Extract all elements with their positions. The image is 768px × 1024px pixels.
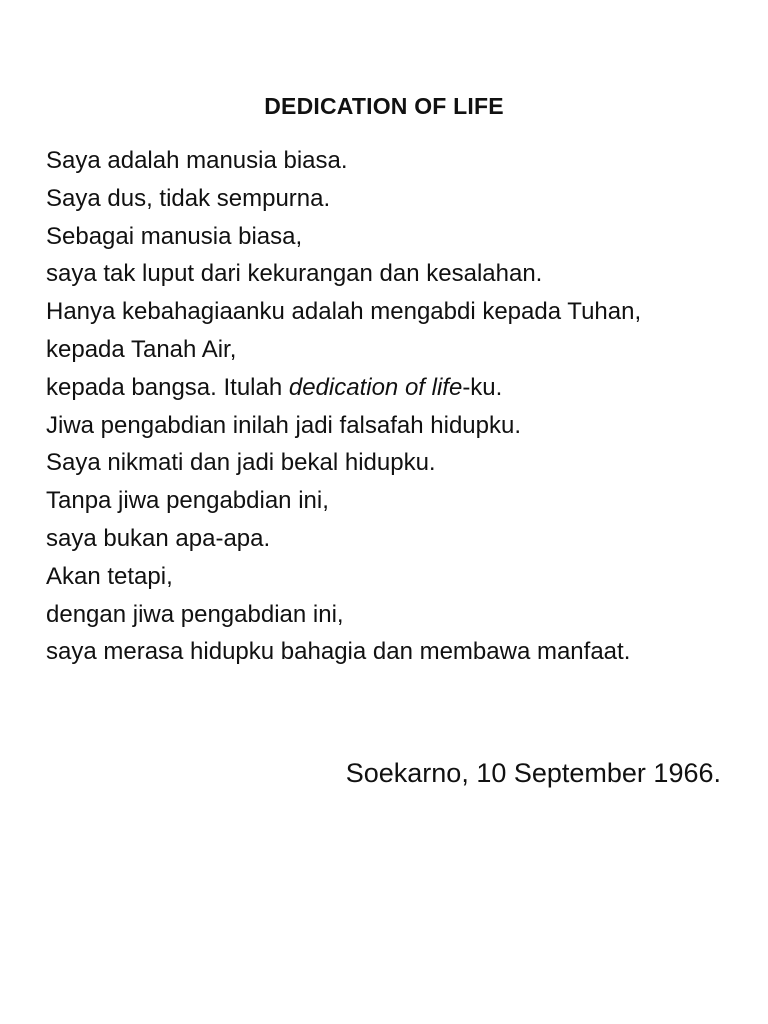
poem-line: saya tak luput dari kekurangan dan kesalahan. xyxy=(46,260,543,288)
poem-line: Akan tetapi, xyxy=(46,562,173,590)
poem-line: saya bukan apa-apa. xyxy=(46,524,271,552)
poem-line-emphasis: dedication of life xyxy=(288,373,463,401)
poem-body xyxy=(46,142,746,671)
poem-line xyxy=(46,369,746,407)
poem-line: Jiwa pengabdian inilah jadi falsafah hidupku. xyxy=(46,411,522,439)
poem-line-segment: kepada bangsa. Itulah xyxy=(46,373,289,401)
poem-line: saya merasa hidupku bahagia dan membawa manfaat. xyxy=(46,638,631,666)
poem-line: Saya dus, tidak sempurna. xyxy=(46,184,331,212)
signature: Soekarno, 10 September 1966. xyxy=(345,758,721,788)
poem-line: Saya nikmati dan jadi bekal hidupku. xyxy=(46,449,436,477)
poem-line: Saya adalah manusia biasa. xyxy=(46,147,348,174)
poem-line-segment: -ku. xyxy=(462,373,503,401)
poem-line: Hanya kebahagiaanku adalah mengabdi kepada Tuhan, xyxy=(46,298,642,326)
poem-line: kepada Tanah Air, xyxy=(46,335,237,363)
poem-title: DEDICATION OF LIFE xyxy=(264,93,504,119)
poem-line: Sebagai manusia biasa, xyxy=(46,222,303,250)
poem-line: dengan jiwa pengabdian ini, xyxy=(46,600,344,628)
poem-line: Tanpa jiwa pengabdian ini, xyxy=(46,487,329,515)
